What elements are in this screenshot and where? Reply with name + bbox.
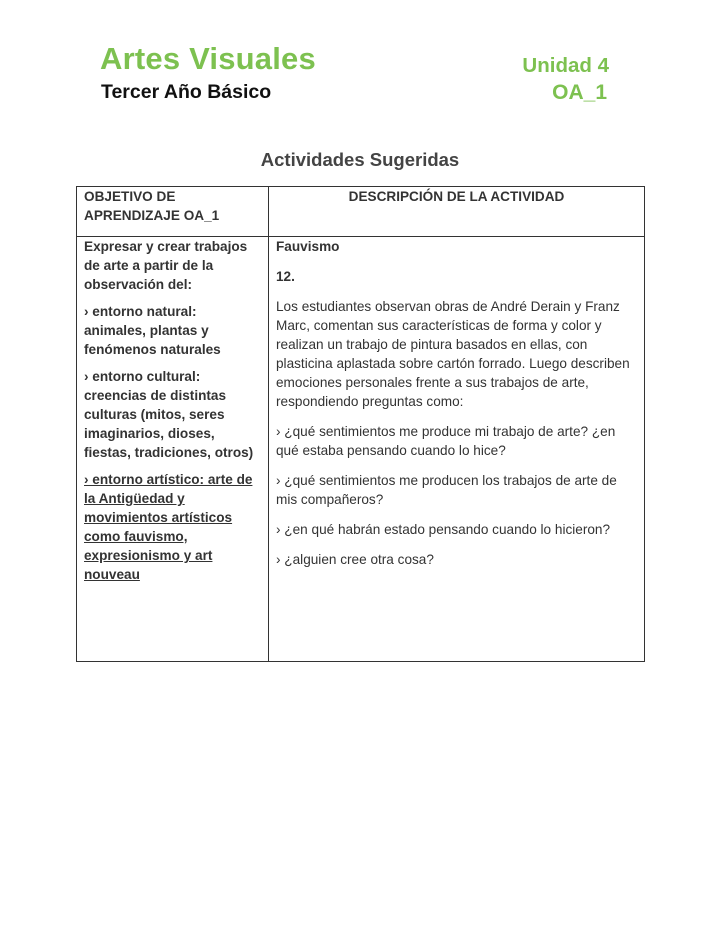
objective-item-artistic: › entorno artístico: arte de la Antigüedad y movimientos artísticos como fauvismo, expresionismo y art nouveau <box>84 472 253 582</box>
activity-question: › ¿en qué habrán estado pensando cuando lo hicieron? <box>276 522 611 537</box>
subject-title: Artes Visuales <box>100 41 316 76</box>
objective-intro: Expresar y crear trabajos de arte a partir de la observación del: <box>84 239 248 292</box>
objective-cell <box>77 237 269 662</box>
activity-description: Los estudiantes observan obras de André Derain y Franz Marc, comentan sus características de forma y color y realizan un trabajo de pintura basados en ellas, con plasticina aplastada sobre cartón forrado. Luego describen emociones personales frente a sus trabajos de arte, respondiendo preguntas como: <box>276 299 630 409</box>
section-title: Actividades Sugeridas <box>260 149 460 170</box>
table-row <box>77 237 645 662</box>
column-header-objective: OBJETIVO DE APRENDIZAJE OA_1 <box>77 187 269 237</box>
activity-number: 12. <box>276 269 295 284</box>
objective-code-label: OA_1 <box>552 81 607 104</box>
column-header-description: DESCRIPCIÓN DE LA ACTIVIDAD <box>269 187 645 237</box>
objective-item-natural: › entorno natural: animales, plantas y fenómenos naturales <box>84 304 221 357</box>
table-header-row <box>77 187 645 237</box>
objective-item-cultural: › entorno cultural: creencias de distintas culturas (mitos, seres imaginarios, dioses, fiestas, tradiciones, otros) <box>84 369 254 460</box>
activities-table <box>76 186 645 662</box>
activity-question: › ¿qué sentimientos me producen los trabajos de arte de mis compañeros? <box>276 473 617 507</box>
activity-title: Fauvismo <box>276 239 340 254</box>
activity-question: › ¿alguien cree otra cosa? <box>276 552 434 567</box>
grade-subtitle: Tercer Año Básico <box>101 81 272 103</box>
unit-label: Unidad 4 <box>522 54 609 77</box>
activity-cell <box>269 237 645 662</box>
activity-question: › ¿qué sentimientos me produce mi trabajo de arte? ¿en qué estaba pensando cuando lo hice? <box>276 424 616 458</box>
